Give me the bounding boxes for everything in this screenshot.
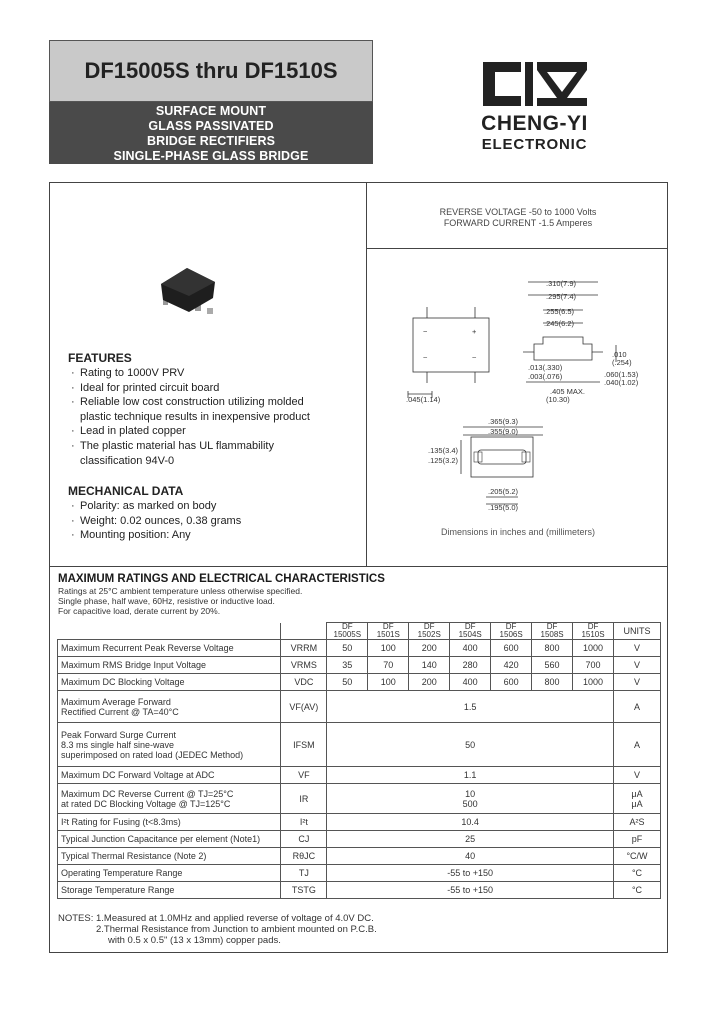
table-row: Storage Temperature Range TSTG -55 to +150 °C xyxy=(58,882,661,899)
column-header: DF 1506S xyxy=(491,623,532,640)
dim-label: .195(5.0) xyxy=(488,503,519,512)
mechanical-section xyxy=(68,484,358,543)
condition-line: Ratings at 25°C ambient temperature unless otherwise specified. xyxy=(58,586,303,596)
table-header-row xyxy=(58,623,661,640)
feature-item: · Reliable low cost construction utilizing molded plastic technique results in inexpensive product xyxy=(71,396,310,423)
mechanical-title: MECHANICAL DATA xyxy=(68,484,184,498)
page-title: DF15005S thru DF1510S xyxy=(84,58,338,83)
pin-ac-label: ~ xyxy=(423,353,428,362)
dim-label: .060(1.53) xyxy=(604,370,639,379)
dim-label: .245(6.2) xyxy=(544,319,575,328)
subtitle-line: SINGLE-PHASE GLASS BRIDGE xyxy=(113,149,309,163)
brand-block xyxy=(462,58,607,168)
column-header: DF 1508S xyxy=(532,623,573,640)
company-logo xyxy=(475,58,595,110)
dim-label: .365(9.3) xyxy=(488,417,519,426)
column-header: DF 1510S xyxy=(573,623,614,640)
footnote-line: with 0.5 x 0.5" (13 x 13mm) copper pads. xyxy=(108,935,281,946)
pin-plus-label: + xyxy=(472,327,477,336)
features-section xyxy=(68,351,358,468)
dimensions-caption: Dimensions in inches and (millimeters) xyxy=(440,527,596,537)
dim-label: .405 MAX. xyxy=(550,387,586,396)
mechanical-item: · Weight: 0.02 ounces, 0.38 grams xyxy=(71,514,242,527)
footnotes xyxy=(58,913,377,946)
subtitle-line: GLASS PASSIVATED xyxy=(148,119,274,133)
table-row: Maximum Recurrent Peak Reverse Voltage VRRM 50 100 200 400 600 800 1000 V xyxy=(58,640,661,657)
subtitle-line: SURFACE MOUNT xyxy=(155,104,267,118)
table-row: Maximum RMS Bridge Input Voltage VRMS 35 70 140 280 420 560 700 V xyxy=(58,657,661,674)
dim-label: (10.30) xyxy=(546,395,570,404)
spec-summary xyxy=(368,207,668,229)
frame-divider xyxy=(366,182,367,567)
forward-current-spec: FORWARD CURRENT -1.5 Amperes xyxy=(443,218,593,228)
dim-label: (.254) xyxy=(612,358,632,367)
column-header: DF 1504S xyxy=(450,623,491,640)
table-row: Maximum DC Forward Voltage at ADC VF 1.1 V xyxy=(58,767,661,784)
table-row: I²t Rating for Fusing (t<8.3ms) I²t 10.4 A²S xyxy=(58,814,661,831)
dim-label: .013(.330) xyxy=(528,363,563,372)
feature-item: · Ideal for printed circuit board xyxy=(71,381,220,394)
features-title: FEATURES xyxy=(68,351,132,365)
page-title-box xyxy=(49,40,373,102)
mechanical-item: · Polarity: as marked on body xyxy=(71,500,217,512)
dim-label: .355(9.0) xyxy=(488,427,519,436)
footnote-line: 2.Thermal Resistance from Junction to ambient mounted on P.C.B. xyxy=(96,924,377,935)
column-header: DF 1501S xyxy=(368,623,409,640)
frame-divider xyxy=(366,248,668,249)
dim-label: .010 xyxy=(612,350,627,359)
dim-label: .003(.076) xyxy=(528,372,563,381)
brand-name: CHENG-YI xyxy=(481,112,588,135)
table-row: Peak Forward Surge Current 8.3 ms single half sine-wave superimposed on rated load (JEDEC Method) IFSM 50 A xyxy=(58,723,661,767)
table-row: Maximum DC Reverse Current @ TJ=25°C at rated DC Blocking Voltage @ TJ=125°C IR 10 500 μA μA xyxy=(58,784,661,814)
feature-item: · Rating to 1000V PRV xyxy=(71,367,185,379)
dimension-drawing xyxy=(368,252,666,524)
ratings-table xyxy=(57,622,661,899)
pin-ac-label: ~ xyxy=(472,353,477,362)
table-row: Typical Thermal Resistance (Note 2) RθJC 40 °C/W xyxy=(58,848,661,865)
column-header: DF 15005S xyxy=(327,623,368,640)
dim-label: .310(7.9) xyxy=(546,279,577,288)
reverse-voltage-spec: REVERSE VOLTAGE -50 to 1000 Volts xyxy=(439,207,597,217)
brand-subtitle: ELECTRONIC xyxy=(481,136,588,153)
subtitle-line: BRIDGE RECTIFIERS xyxy=(146,134,276,148)
mechanical-item: · Mounting position: Any xyxy=(71,529,191,542)
dim-label: .295(7.4) xyxy=(546,292,577,301)
dim-label: .045(1.14) xyxy=(406,395,441,404)
subtitle-box xyxy=(49,102,373,164)
ratings-title: MAXIMUM RATINGS AND ELECTRICAL CHARACTERISTICS xyxy=(58,573,385,585)
ratings-conditions xyxy=(58,586,302,616)
dim-label: .125(3.2) xyxy=(428,456,459,465)
pin-minus-label: − xyxy=(423,327,428,336)
condition-line: For capacitive load, derate current by 20%. xyxy=(58,606,221,616)
table-row: Maximum DC Blocking Voltage VDC 50 100 200 400 600 800 1000 V xyxy=(58,674,661,691)
package-outline xyxy=(474,452,530,462)
feature-item: · The plastic material has UL flammability classification 94V-0 xyxy=(71,439,274,467)
dim-label: .255(6.5) xyxy=(544,307,575,316)
column-header: DF 1502S xyxy=(409,623,450,640)
dim-label: .205(5.2) xyxy=(488,487,519,496)
table-row: Typical Junction Capacitance per element (Note1) CJ 25 pF xyxy=(58,831,661,848)
dim-label: .135(3.4) xyxy=(428,446,459,455)
dim-label: .040(1.02) xyxy=(604,378,639,387)
package-photo xyxy=(155,262,227,318)
feature-item: · Lead in plated copper xyxy=(71,425,186,438)
units-header: UNITS xyxy=(614,623,661,640)
footnote-line: NOTES: 1.Measured at 1.0MHz and applied reverse of voltage of 4.0V DC. xyxy=(58,913,374,924)
table-row: Maximum Average Forward Rectified Current @ TA=40°C VF(AV) 1.5 A xyxy=(58,691,661,723)
condition-line: Single phase, half wave, 60Hz, resistive or inductive load. xyxy=(58,596,275,606)
table-row: Operating Temperature Range TJ -55 to +150 °C xyxy=(58,865,661,882)
